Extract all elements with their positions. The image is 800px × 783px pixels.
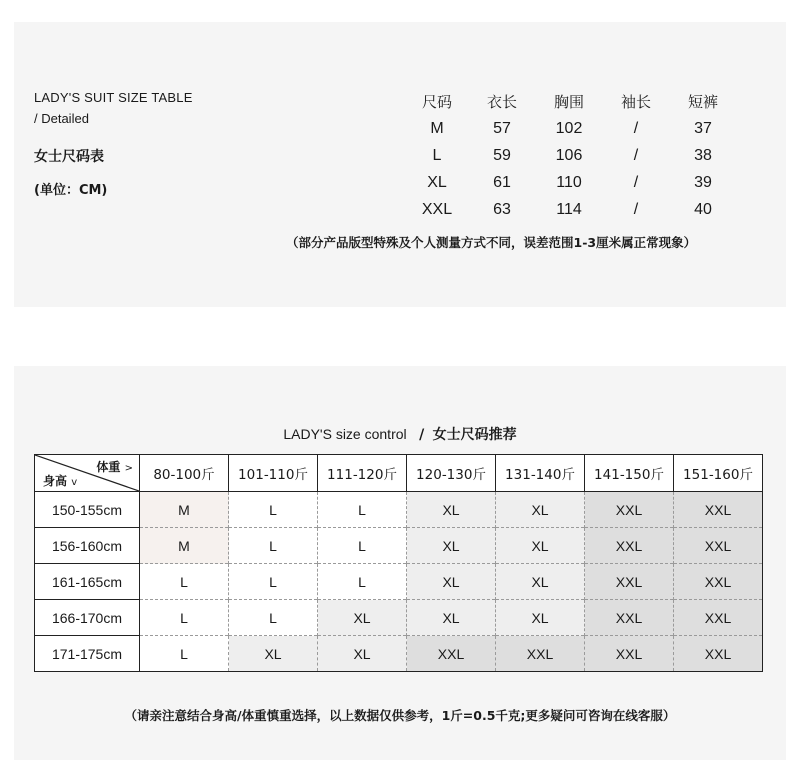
suit-cell-sleeve: / (633, 173, 639, 191)
table-row (35, 564, 763, 600)
size-cell: XL (496, 528, 585, 564)
size-cell: L (140, 636, 229, 672)
size-cell: XXL (674, 636, 763, 672)
suit-cell-shorts: 38 (694, 146, 712, 164)
suit-table-detail: / Detailed (34, 111, 89, 126)
size-recommendation-table (34, 454, 763, 672)
size-cell: XXL (674, 600, 763, 636)
suit-cell-length: 63 (493, 200, 511, 218)
size-cell: XXL (496, 636, 585, 672)
height-header: 156-160cm (35, 528, 140, 564)
suit-size-note: （部分产品版型特殊及个人测量方式不同，误差范围1-3厘米属正常现象） (286, 235, 697, 250)
size-cell: XXL (585, 528, 674, 564)
corner-height-label: 身高 v (43, 474, 78, 488)
suit-cell-bust: 110 (556, 173, 582, 191)
table-row (35, 600, 763, 636)
suit-cell-size: XXL (421, 200, 453, 218)
suit-cell-length: 57 (493, 119, 511, 137)
weight-header: 80-100斤 (140, 455, 229, 492)
size-cell: XXL (674, 492, 763, 528)
size-cell: L (318, 564, 407, 600)
suit-size-header-row (404, 88, 738, 115)
height-header: 150-155cm (51, 501, 123, 518)
suit-size-row (404, 142, 738, 169)
size-cell: XL (496, 600, 585, 636)
suit-size-panel (14, 22, 786, 307)
size-cell: L (318, 528, 407, 564)
weight-header: 151-160斤 (674, 455, 763, 492)
height-header: 171-175cm (35, 636, 140, 672)
weight-header: 120-130斤 (407, 455, 496, 492)
size-cell: L (229, 528, 318, 564)
size-control-title-cn: 女士尺码推荐 (432, 427, 517, 443)
suit-cell-length: 59 (493, 146, 511, 164)
size-cell: L (229, 564, 318, 600)
size-cell: XL (229, 636, 318, 672)
suit-table-title-cn: 女士尺码表 (34, 149, 104, 165)
size-cell: XL (407, 600, 496, 636)
header-bust: 胸围 (553, 93, 584, 111)
size-cell: XL (407, 528, 496, 564)
suit-cell-shorts: 39 (694, 173, 712, 191)
size-cell: XXL (585, 600, 674, 636)
size-cell: L (140, 564, 229, 600)
size-cell: L (318, 492, 407, 528)
size-cell: M (140, 492, 229, 528)
size-control-title-en: LADY'S size control (283, 426, 407, 442)
header-size: 尺码 (421, 93, 452, 111)
suit-size-table (404, 88, 738, 223)
suit-cell-size: L (432, 146, 442, 164)
size-cell: L (229, 600, 318, 636)
height-header: 161-165cm (35, 564, 140, 600)
size-cell: XXL (674, 564, 763, 600)
suit-cell-shorts: 40 (694, 200, 712, 218)
header-length: 衣长 (486, 93, 517, 111)
suit-cell-bust: 102 (555, 119, 583, 137)
size-cell: XL (496, 492, 585, 528)
size-cell: XL (407, 564, 496, 600)
table-row (35, 492, 763, 528)
size-control-title-sep: / (419, 427, 425, 443)
size-cell: XXL (407, 636, 496, 672)
header-shorts: 短裤 (687, 93, 718, 111)
table-row (35, 528, 763, 564)
size-cell: XXL (585, 564, 674, 600)
size-cell: XL (318, 600, 407, 636)
corner-cell (35, 455, 139, 491)
suit-cell-sleeve: / (633, 146, 639, 164)
size-cell: XXL (674, 528, 763, 564)
corner-header (35, 455, 140, 492)
size-cell: M (140, 528, 229, 564)
size-cell: XXL (585, 636, 674, 672)
chevron-down-icon: v (71, 477, 78, 488)
suit-cell-shorts: 37 (694, 119, 712, 137)
size-control-panel (14, 366, 786, 760)
size-cell: XL (407, 492, 496, 528)
bottom-note: （请亲注意结合身高/体重慎重选择，以上数据仅供参考，1斤=0.5千克;更多疑问可咨询在线客服） (124, 708, 676, 723)
suit-cell-sleeve: / (633, 119, 639, 137)
suit-cell-sleeve: / (633, 200, 639, 218)
size-cell: XL (318, 636, 407, 672)
header-sleeve: 袖长 (620, 93, 651, 111)
suit-size-row (404, 115, 738, 142)
size-cell: XXL (585, 492, 674, 528)
suit-table-title: LADY'S SUIT SIZE TABLE (34, 90, 193, 105)
height-header: 166-170cm (35, 600, 140, 636)
chevron-right-icon: > (124, 463, 133, 474)
suit-cell-bust: 114 (556, 200, 582, 218)
weight-header: 141-150斤 (585, 455, 674, 492)
size-cell: L (140, 600, 229, 636)
size-cell: XL (496, 564, 585, 600)
suit-table-unit: (单位：CM) (34, 183, 108, 198)
table-row (35, 636, 763, 672)
size-cell: L (229, 492, 318, 528)
suit-size-row (404, 196, 738, 223)
corner-weight-label: 体重 > (96, 460, 133, 474)
weight-header: 131-140斤 (496, 455, 585, 492)
weight-header: 111-120斤 (318, 455, 407, 492)
suit-cell-length: 61 (493, 173, 511, 191)
suit-cell-size: XL (427, 173, 447, 191)
suit-cell-bust: 106 (555, 146, 583, 164)
weight-header-row (35, 455, 763, 492)
size-control-title (14, 424, 786, 444)
suit-cell-size: M (430, 119, 444, 137)
suit-size-row (404, 169, 738, 196)
weight-header: 101-110斤 (229, 455, 318, 492)
